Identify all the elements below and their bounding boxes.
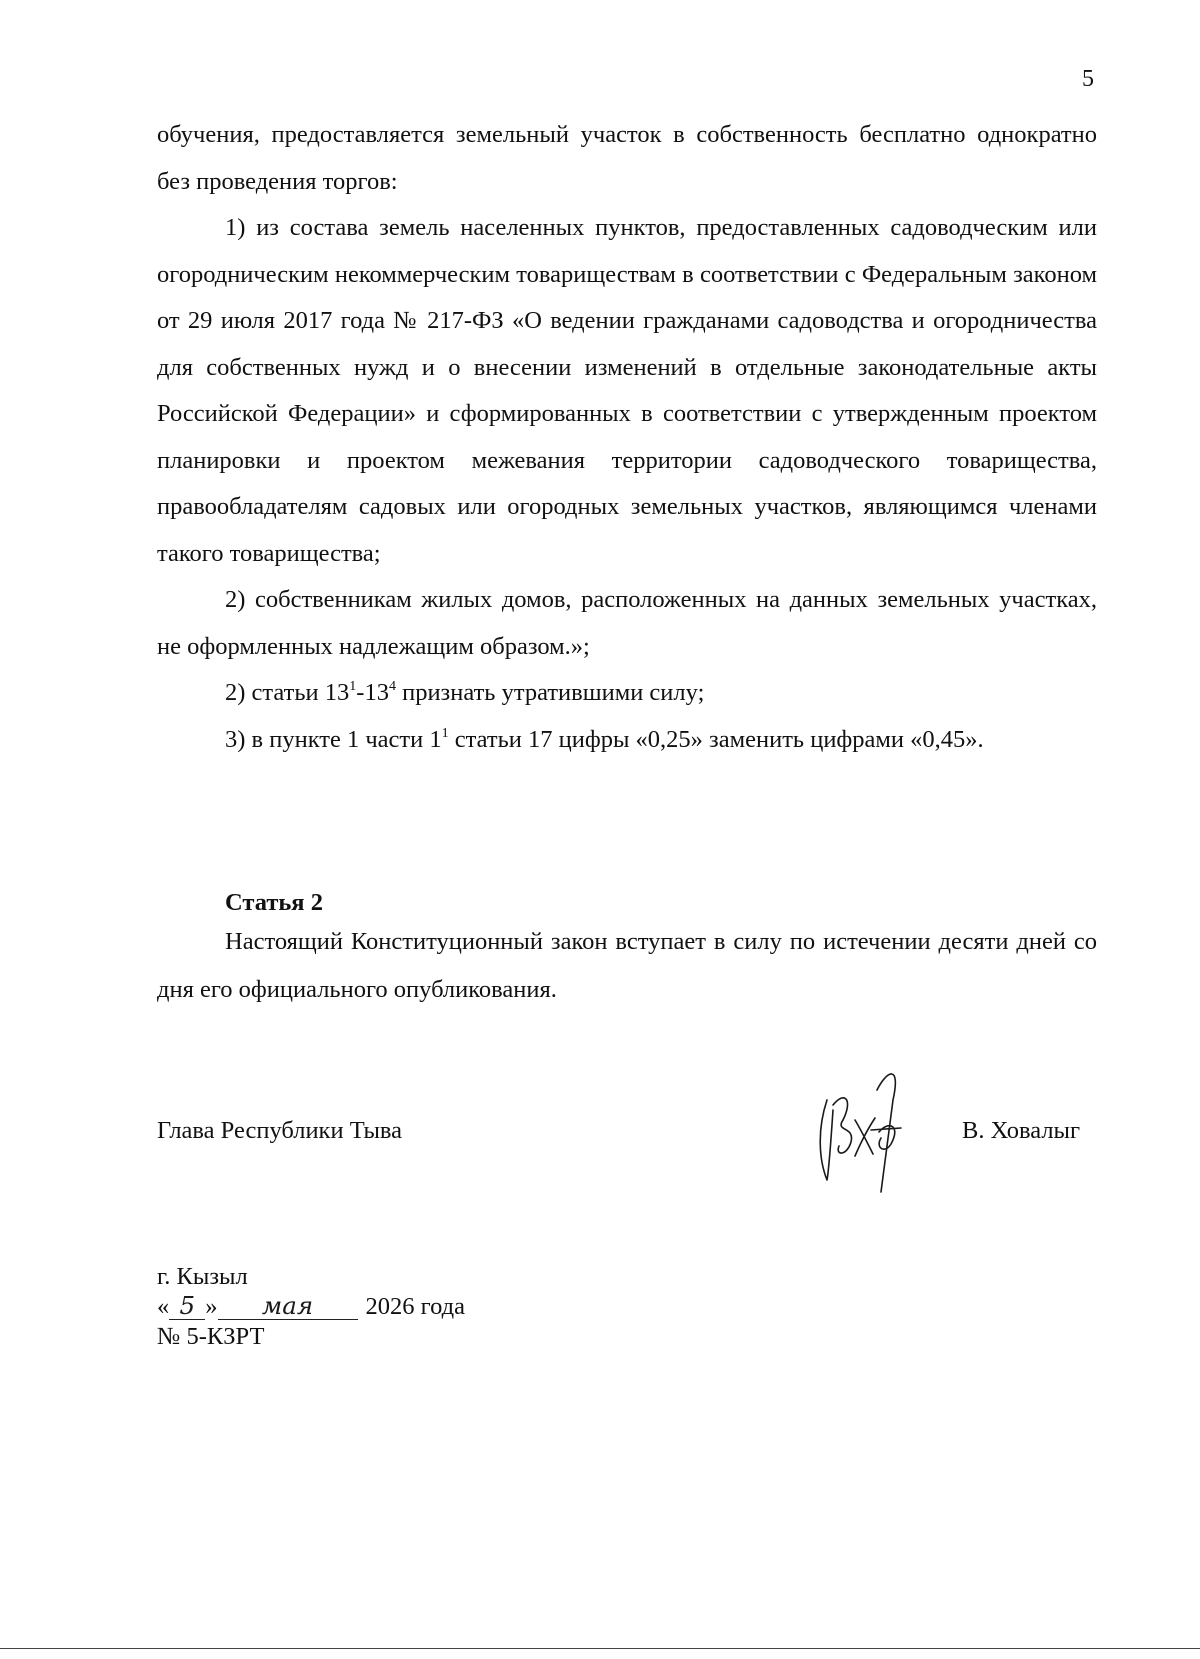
signatory-name: В. Ховалыг — [962, 1117, 1081, 1144]
law-number: № 5-КЗРТ — [157, 1323, 265, 1350]
signing-date — [157, 1292, 465, 1322]
date-month-handwritten: мая — [218, 1293, 358, 1320]
page-number: 5 — [1082, 66, 1094, 92]
article-text: Настоящий Конституционный закон вступает в силу по истечении десяти дней со дня его официального опубликования. — [157, 928, 1097, 1003]
bottom-scan-edge — [0, 1648, 1200, 1649]
date-year: 2026 года — [365, 1293, 465, 1320]
date-day-handwritten: 5 — [169, 1293, 205, 1320]
amendment-2-after: признать утратившими силу; — [395, 679, 705, 706]
amendment-2-middle: -13 — [356, 679, 389, 706]
amendment-2-before: 2) статьи 13 — [225, 679, 350, 706]
signing-city: г. Кызыл — [157, 1263, 248, 1290]
paragraph-item-2: 2) собственникам жилых домов, расположенных на данных земельных участках, не оформленных надлежащим образом.»; — [157, 586, 1097, 660]
amendment-3-before: 3) в пункте 1 части 1 — [225, 725, 442, 753]
superscript-4: 4 — [388, 679, 396, 694]
handwritten-signature — [805, 1060, 915, 1200]
date-open-quote: « — [157, 1293, 170, 1320]
signatory-position: Глава Республики Тыва — [157, 1117, 403, 1144]
superscript-part: 1 — [441, 725, 449, 741]
signing-details — [157, 1262, 465, 1352]
superscript-1: 1 — [349, 679, 357, 694]
article-title: Статья 2 — [225, 889, 323, 916]
amendment-text — [157, 112, 1097, 763]
amendment-3-after: статьи 17 цифры «0,25» заменить цифрами «0,45». — [448, 725, 984, 753]
paragraph-item-1: 1) из состава земель населенных пунктов, предоставленных садоводческим или огородническим некоммерческим товариществам в соответствии с Федеральным законом от 29 июля 2017 года № 217-ФЗ «О ведении гражданами садоводства и огородничества для собственных нужд и о внесении изменений в отдельные законодательные акты Российской Федерации» и сформированных в соответствии с утвержденным проектом планировки и проектом межевания территории садоводческого товарищества, правообладателям садовых или огородных земельных участков, являющимся членами такого товарищества; — [157, 214, 1097, 567]
paragraph-amendment-3 — [157, 717, 1097, 764]
paragraph-continuation: обучения, предоставляется земельный участок в собственность бесплатно однократно без проведения торгов: — [157, 121, 1097, 195]
date-close-quote: » — [205, 1293, 218, 1320]
paragraph-amendment-2 — [157, 670, 1097, 717]
